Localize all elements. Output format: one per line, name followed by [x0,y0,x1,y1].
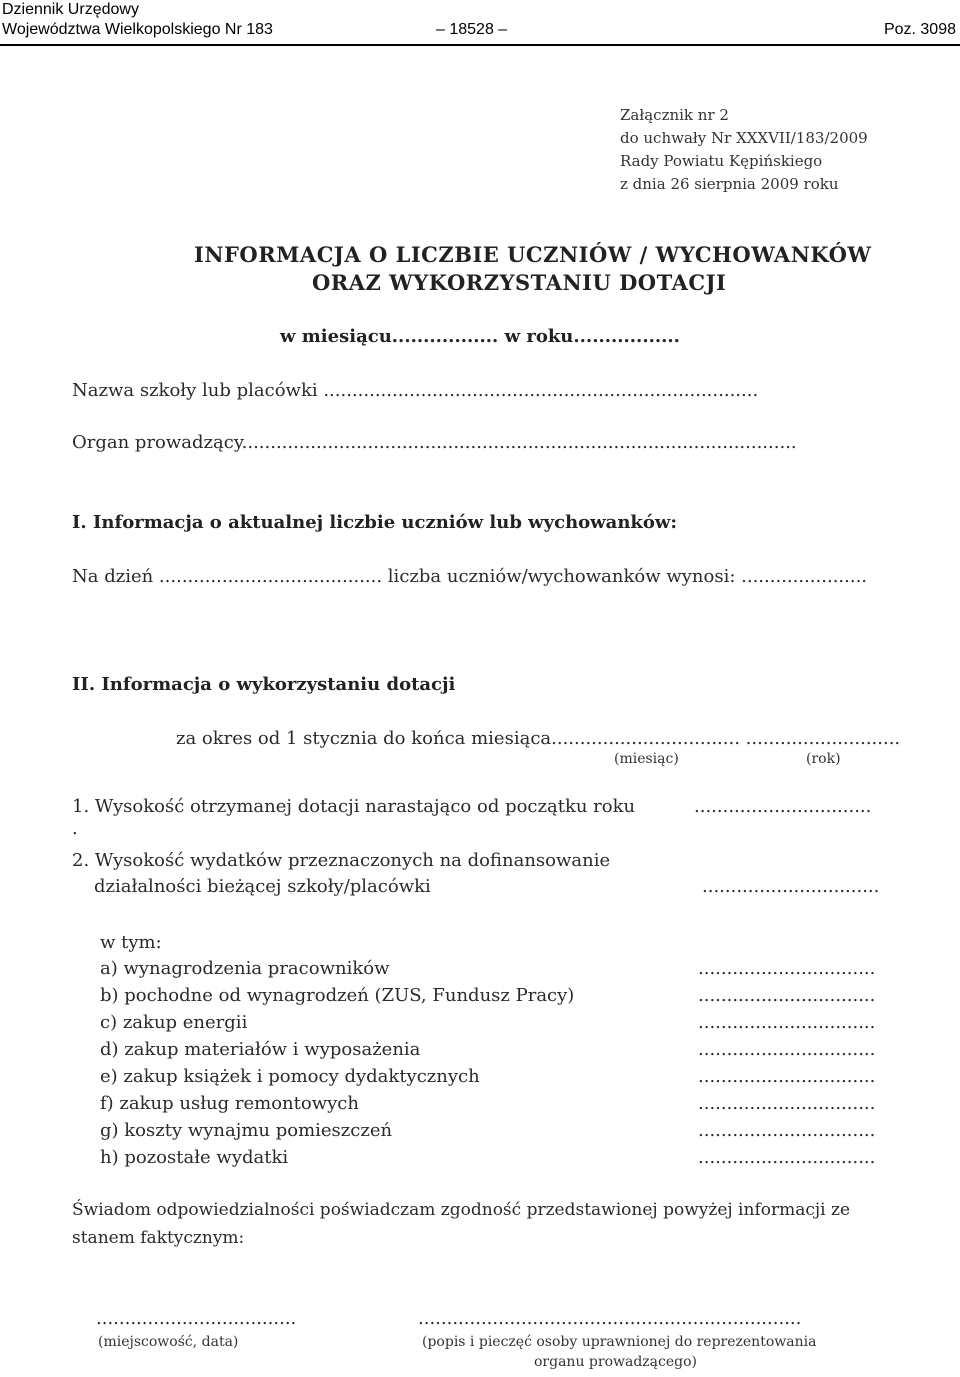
list-item-dots: ............................... [698,958,876,979]
signature-sign-label: organu prowadzącego) [534,1354,697,1370]
list-item-label: h) pozostałe wydatki [100,1147,289,1168]
annex-line: Rady Powiatu Kępińskiego [620,152,823,170]
signature-sign-dots: ................................................................... [418,1308,802,1329]
page-header [0,0,960,46]
form-title-line2: ORAZ WYKORZYSTANIU DOTACJI [312,270,727,295]
school-name-field: Nazwa szkoły lub placówki ............................................................................ [72,380,759,401]
item2-dots: ............................... [702,876,880,897]
section2-heading: II. Informacja o wykorzystaniu dotacji [72,674,456,695]
item1-dots: ............................... [694,796,872,817]
list-item-dots: ............................... [698,985,876,1006]
list-item-label: e) zakup książek i pomocy dydaktycznych [100,1066,480,1087]
annex-line: do uchwały Nr XXXVII/183/2009 [620,129,868,147]
statement-line2: stanem faktycznym: [72,1228,245,1248]
list-item-label: g) koszty wynajmu pomieszczeń [100,1120,393,1141]
list-item-dots: ............................... [698,1093,876,1114]
statement-line1: Świadom odpowiedzialności poświadczam zgodność przedstawionej powyżej informacji ze [72,1200,850,1220]
list-item-label: a) wynagrodzenia pracowników [100,958,390,979]
label-month: (miesiąc) [614,751,679,767]
section2-period: za okres od 1 stycznia do końca miesiąca................................. ........................... [176,728,901,749]
position-number: Poz. 3098 [883,21,956,38]
list-item-dots: ............................... [698,1147,876,1168]
item2-line1: 2. Wysokość wydatków przeznaczonych na dofinansowanie [72,850,611,871]
governing-body-field: Organ prowadzący................................................................................................. [72,432,797,453]
section1-line: Na dzień ....................................... liczba uczniów/wychowanków wynosi: ...................... [72,566,868,587]
list-item-dots: ............................... [698,1120,876,1141]
header-rule [0,44,960,46]
signature-place-dots: ................................... [96,1308,297,1329]
journal-title: Dziennik Urzędowy [2,1,139,18]
list-item-dots: ............................... [698,1012,876,1033]
list-item-label: b) pochodne od wynagrodzeń (ZUS, Fundusz Pracy) [100,985,575,1006]
list-item-label: f) zakup usług remontowych [100,1093,359,1114]
list-item-dots: ............................... [698,1066,876,1087]
stray-mark: . [72,818,78,839]
signature-sign-label: (popis i pieczęć osoby uprawnionej do reprezentowania [422,1334,817,1350]
item2-line2: działalności bieżącej szkoły/placówki [94,876,431,897]
annex-line: z dnia 26 sierpnia 2009 roku [620,175,839,193]
section1-heading: I. Informacja o aktualnej liczbie uczniów lub wychowanków: [72,512,678,533]
annex-block [620,104,868,196]
annex-line: Załącznik nr 2 [620,106,729,124]
page-number: – 18528 – [436,21,508,38]
list-item-dots: ............................... [698,1039,876,1060]
journal-subtitle: Województwa Wielkopolskiego Nr 183 [2,21,273,38]
list-item-label: d) zakup materiałów i wyposażenia [100,1039,421,1060]
label-year: (rok) [806,751,841,767]
in-which-label: w tym: [100,932,162,953]
form-title-line1: INFORMACJA O LICZBIE UCZNIÓW / WYCHOWANKÓW [194,242,872,267]
list-item-label: c) zakup energii [100,1012,248,1033]
period-line: w miesiącu................. w roku................. [280,326,680,347]
signature-place-label: (miejscowość, data) [98,1334,239,1350]
item1-label: 1. Wysokość otrzymanej dotacji narastająco od początku roku [72,796,636,817]
